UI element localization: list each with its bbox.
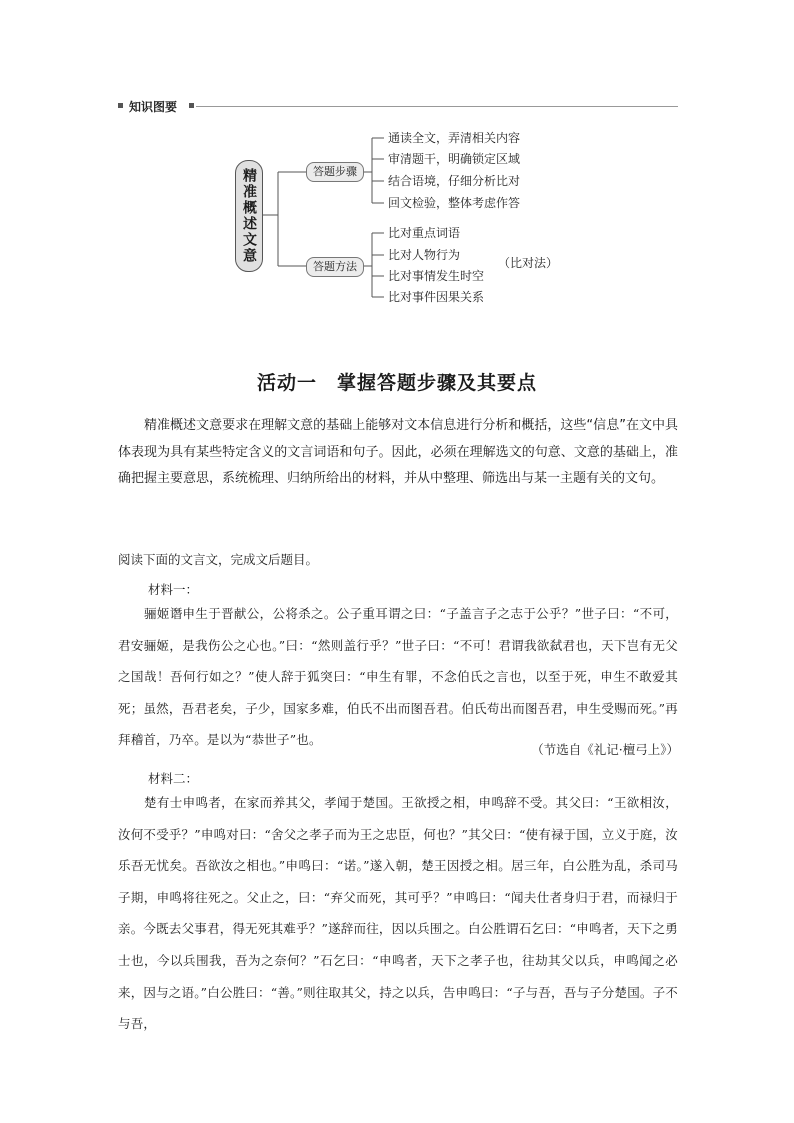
step-item: 通读全文，弄清相关内容: [388, 131, 521, 145]
method-item: 比对事情发生时空: [388, 269, 485, 283]
method-item: 比对人物行为: [388, 248, 461, 262]
material-2-label: 材料二：: [148, 771, 199, 786]
activity-title: 活动一 掌握答题步骤及其要点: [256, 372, 537, 394]
intro-paragraph: 精准概述文意要求在理解文意的基础上能够对文本信息进行分析和概括，这些“信息”在文中具体表现为具有某些特定含义的文言词语和句子。因此，必须在理解选文的句意、文意的基础上，准确把握主要意思，系统梳理、归纳所给出的材料，并从中整理、筛选出与某一主题有关的文句。: [118, 418, 678, 486]
method-item: 比对重点词语: [388, 226, 461, 240]
material-1-label: 材料一：: [148, 582, 199, 597]
method-note: （比对法）: [498, 256, 559, 270]
material-1-text: 骊姬谮申生于晋献公，公将杀之。公子重耳谓之曰：“子盖言子之志于公乎？”世子曰：“不可，君安骊姬，是我伤公之心也。”曰：“然则盖行乎？”世子曰：“不可！君谓我欲弑君也，天下岂有无父之国哉！吾何行如之？”使人辞于狐突曰：“申生有罪，不念伯氏之言也，以至于死，申生不敢爱其死；虽然，吾君老矣，子少，国家多难，伯氏不出而图吾君。伯氏苟出而图吾君，申生受赐而死。”再拜稽首，乃卒。是以为“恭世子”也。: [118, 606, 678, 748]
material-1-source: （节选自《礼记·檀弓上》）: [531, 742, 679, 757]
step-item: 结合语境，仔细分析比对: [388, 174, 521, 188]
branch-label-steps: 答题步骤: [306, 162, 364, 182]
step-item: 回文检验，整体考虑作答: [388, 196, 521, 210]
reading-instruction: 阅读下面的文言文，完成文后题目。: [118, 552, 319, 567]
mind-map-center: 精准概述文意: [235, 160, 263, 272]
mind-map: [0, 0, 794, 330]
method-item: 比对事件因果关系: [388, 290, 485, 304]
material-2-text: 楚有士申鸣者，在家而养其父，孝闻于楚国。王欲授之相，申鸣辞不受。其父曰：“王欲相汝，汝何不受乎？”申鸣对曰：“舍父之孝子而为王之忠臣，何也？”其父曰：“使有禄于国，立义于庭，汝乐吾无忧矣。吾欲汝之相也。”申鸣曰：“诺。”遂入朝，楚王因授之相。居三年，白公胜为乱，杀司马子期，申鸣将往死之。父止之，曰：“弃父而死，其可乎？”申鸣曰：“闻夫仕者身归于君，而禄归于亲。今既去父事君，得无死其难乎？”遂辞而往，因以兵围之。白公胜谓石乞曰：“申鸣者，天下之勇士也，今以兵围我，吾为之奈何？”石乞曰：“申鸣者，天下之孝子也，往劫其父以兵，申鸣闻之必来，因与之语。”白公胜曰：“善。”则往取其父，持之以兵，告申鸣曰：“子与吾，吾与子分楚国。子不与吾，: [118, 795, 678, 1032]
section-title: 知识图要: [129, 100, 178, 114]
step-item: 审清题干，明确锁定区域: [388, 152, 521, 166]
branch-label-methods: 答题方法: [306, 257, 364, 277]
